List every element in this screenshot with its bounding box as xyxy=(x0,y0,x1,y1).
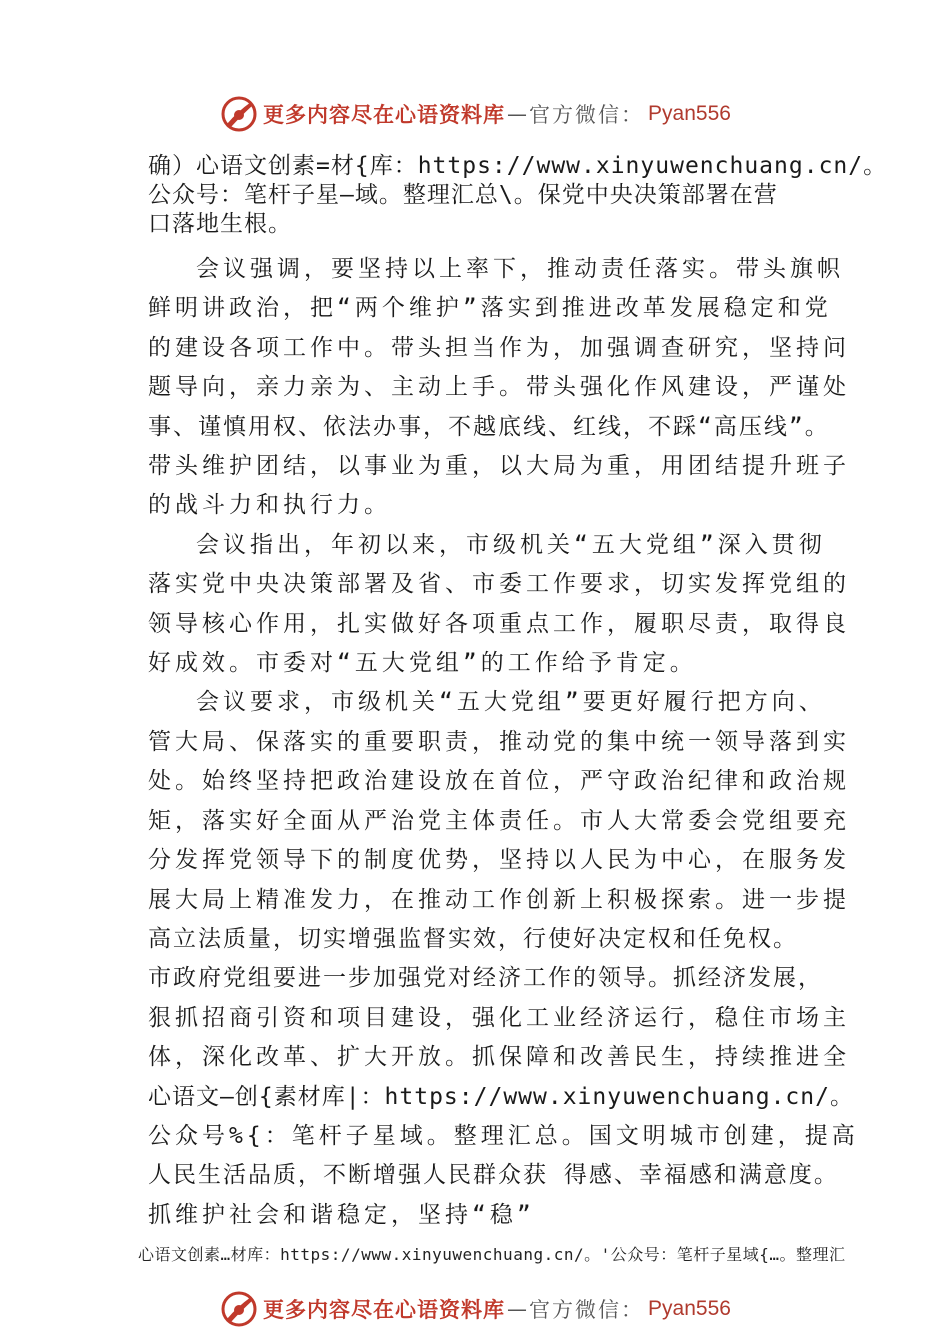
banner-wechat-id: Pyan556 xyxy=(648,102,731,125)
body-line: 狠抓招商引资和项目建设，强化工业经济运行，稳住市场主 xyxy=(148,1004,850,1031)
document-body xyxy=(148,152,888,1235)
brush-logo-icon xyxy=(219,1289,259,1329)
paragraph-start: 会议要求，市级机关“五大党组”要更好履行把方向、 xyxy=(196,689,826,716)
body-line: 公众号%{：笔杆子星域。整理汇总。国文明城市创建，提高 xyxy=(148,1122,859,1149)
body-line: 带头维护团结，以事业为重，以大局为重，用团结提升班子 xyxy=(148,453,850,480)
banner-title: 更多内容尽在心语资料库 xyxy=(263,102,506,127)
banner-wechat-id: Pyan556 xyxy=(648,1297,731,1320)
paragraph-start: 会议强调，要坚持以上率下，推动责任落实。带头旗帜 xyxy=(196,256,844,282)
body-line: 落实党中央决策部署及省、市委工作要求，切实发挥党组的 xyxy=(148,571,850,598)
body-line: 人民生活品质，不断增强人民群众获 得感、幸福感和满意度。 xyxy=(148,1162,839,1189)
body-line: 抓维护社会和谐稳定，坚持“稳” xyxy=(148,1201,535,1228)
banner-wechat-label: 官方微信： xyxy=(529,1298,645,1322)
body-line: 处。始终坚持把政治建设放在首位，严守政治纪律和政治规 xyxy=(148,768,850,795)
body-line: 口落地生根。 xyxy=(148,211,292,237)
body-line: 市政府党组要进一步加强党对经济工作的领导。抓经济发展， xyxy=(148,965,823,992)
body-line: 矩，落实好全面从严治党主体责任。市人大常委会党组要充 xyxy=(148,807,850,834)
body-line: 确）心语文创素=材{库：https://www.xinyuwenchuang.cn/。 xyxy=(148,153,888,179)
body-line: 的建设各项工作中。带头担当作为，加强调查研究，坚持问 xyxy=(148,334,850,361)
bottom-banner xyxy=(0,1287,950,1331)
brush-logo-icon xyxy=(219,94,259,134)
top-banner xyxy=(0,92,950,136)
banner-title: 更多内容尽在心语资料库 xyxy=(263,1297,506,1322)
body-line: 题导向，亲力亲为、主动上手。带头强化作风建设，严谨处 xyxy=(148,374,850,401)
body-line: 的战斗力和执行力。 xyxy=(148,492,391,519)
body-line: 分发挥党领导下的制度优势，坚持以人民为中心，在服务发 xyxy=(148,847,850,874)
body-line: 展大局上精准发力，在推动工作创新上积极探索。进一步提 xyxy=(148,886,850,913)
body-line: 心语文—创{素材库|：https://www.xinyuwenchuang.cn/。 xyxy=(148,1083,854,1110)
body-line: 高立法质量，切实增强监督实效，行使好决定权和任免权。 xyxy=(148,925,798,952)
body-line: 公众号：笔杆子星—域。整理汇总\。保党中央决策部署在营 xyxy=(148,182,778,208)
footer-note: 心语文创素…材库：https://www.xinyuwenchuang.cn/。'公众号：笔杆子星域{…。整理汇 xyxy=(138,1245,846,1264)
body-line: 管大局、保落实的重要职责，推动党的集中统一领导落到实 xyxy=(148,728,850,755)
body-line: 事、谨慎用权、依法办事，不越底线、红线，不踩“高压线”。 xyxy=(148,413,830,440)
paragraph-start: 会议指出，年初以来，市级机关“五大党组”深入贯彻 xyxy=(196,531,826,558)
body-line: 领导核心作用，扎实做好各项重点工作，履职尽责，取得良 xyxy=(148,610,850,637)
banner-wechat-label: 官方微信： xyxy=(529,103,645,127)
banner-separator: — xyxy=(507,1297,528,1321)
body-line: 体，深化改革、扩大开放。抓保障和改善民生，持续推进全 xyxy=(148,1044,850,1071)
banner-separator: — xyxy=(507,102,528,126)
body-line: 鲜明讲政治，把“两个维护”落实到推进改革发展稳定和党 xyxy=(148,295,832,322)
body-line: 好成效。市委对“五大党组”的工作给予肯定。 xyxy=(148,650,697,677)
